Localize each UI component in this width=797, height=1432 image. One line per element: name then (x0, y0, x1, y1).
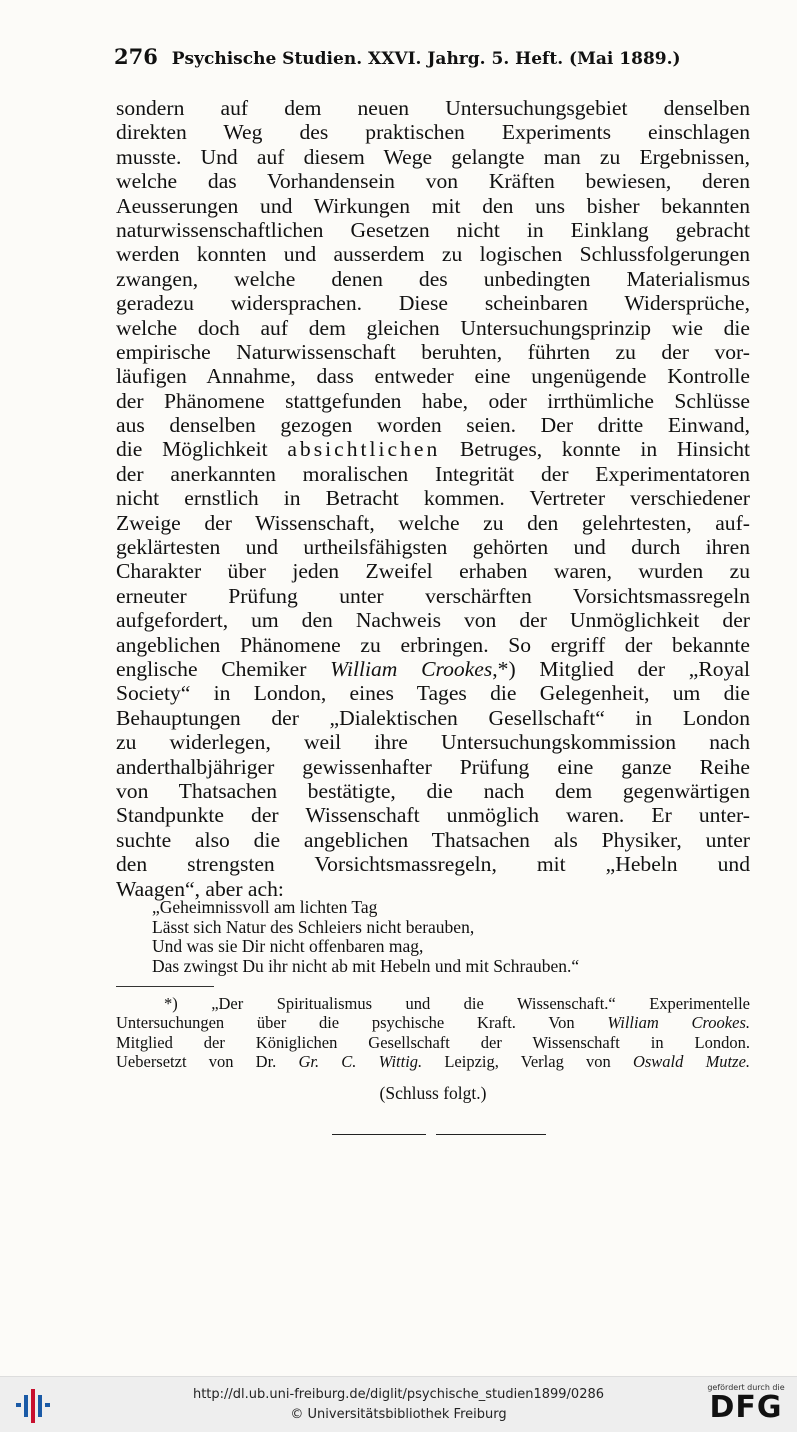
text-line: Behauptungen der „Dialektischen Gesellschaft“ in London (116, 705, 750, 730)
footnote (116, 994, 750, 1072)
text-line: geradezu widersprachen. Diese scheinbaren Widersprüche, (116, 291, 750, 316)
text-line: Society“ in London, eines Tages die Gelegenheit, um die (116, 681, 750, 706)
text-line: geklärtesten und urtheilsfähigsten gehörten und durch ihren (116, 535, 750, 560)
text-line: anderthalbjähriger gewissenhafter Prüfung eine ganze Reihe (116, 754, 750, 779)
poem-line: „Geheimnissvoll am lichten Tag (152, 897, 378, 917)
text-line: welche doch auf dem gleichen Untersuchungsprinzip wie die (116, 315, 750, 340)
text-line: Standpunkte der Wissenschaft unmöglich waren. Er unter- (116, 803, 750, 828)
text-line: läufigen Annahme, dass entweder eine ungenügende Kontrolle (116, 364, 750, 389)
author-name: William Crookes (330, 656, 493, 681)
viewer-footer-bar (0, 1376, 797, 1432)
text-line: welche das Vorhandensein von Kräften bewiesen, deren (116, 169, 750, 194)
text-line: nicht ernstlich in Betracht kommen. Vertreter verschiedener (116, 486, 750, 511)
end-rule-left (332, 1134, 426, 1135)
to-be-continued: (Schluss folgt.) (379, 1083, 487, 1103)
dfg-wordmark: DFG (709, 1390, 783, 1425)
footnote-line: Untersuchungen über die psychische Kraft. Von William Crookes. (116, 1013, 750, 1033)
text-line: englische Chemiker William Crookes,*) Mitglied der „Royal (116, 656, 750, 681)
poem-line: Das zwingst Du ihr nicht ab mit Hebeln und mit Schrauben.“ (152, 955, 580, 976)
text-line: aufgefordert, um den Nachweis von der Unmöglichkeit der (116, 608, 750, 633)
end-rule-right (436, 1134, 546, 1135)
text-line: angeblichen Phänomene zu erbringen. So ergriff der bekannte (116, 632, 750, 657)
running-title: Psychische Studien. XXVI. Jahrg. 5. Heft. (Mai 1889.) (171, 49, 681, 69)
dfg-tagline: gefördert durch die (707, 1383, 785, 1392)
text-line: der anerkannten moralischen Integrität der Experimentatoren (116, 461, 750, 486)
poem-line: Lässt sich Natur des Schleiers nicht berauben, (152, 916, 475, 937)
body-text (116, 96, 750, 901)
text-line: naturwissenschaftlichen Gesetzen nicht in Einklang gebracht (116, 217, 750, 242)
text-line: Charakter über jeden Zweifel erhaben waren, wurden zu (116, 559, 750, 584)
permalink-url[interactable]: http://dl.ub.uni-freiburg.de/diglit/psychische_studien1899/0286 (192, 1387, 605, 1402)
text-line: die Möglichkeit absichtlichen Betruges, konnte in Hinsicht (116, 437, 750, 462)
footnote-line: *) „Der Spiritualismus und die Wissenschaft.“ Experimentelle (164, 994, 750, 1013)
poem-line: Und was sie Dir nicht offenbaren mag, (152, 936, 424, 956)
running-header (114, 44, 754, 69)
page-number: 276 (114, 44, 158, 69)
text-line: Waagen“, aber ach: (116, 876, 284, 901)
text-line: Zweige der Wissenschaft, welche zu den gelehrtesten, auf- (116, 510, 750, 535)
text-line: aus denselben gezogen worden seien. Der dritte Einwand, (116, 413, 750, 438)
text-line: von Thatsachen bestätigte, die nach dem gegenwärtigen (116, 778, 750, 803)
text-line: erneuter Prüfung unter verschärften Vorsichtsmassregeln (116, 583, 750, 608)
text-line: suchte also die angeblichen Thatsachen als Physiker, unter (116, 827, 750, 852)
text-line: zwangen, welche denen des unbedingten Materialismus (116, 266, 750, 291)
emphasized-word: absichtlichen (287, 437, 441, 462)
text-line: zu widerlegen, weil ihre Untersuchungskommission nach (116, 730, 750, 755)
text-line: sondern auf dem neuen Untersuchungsgebiet denselben (116, 96, 750, 120)
text-line: direkten Weg des praktischen Experiments einschlagen (116, 120, 750, 145)
text-line: empirische Naturwissenschaft beruhten, führten zu der vor- (116, 339, 750, 364)
text-line: werden konnten und ausserdem zu logischen Schlussfolgerungen (116, 242, 750, 267)
text-line: der Phänomene stattgefunden habe, oder irrthümliche Schlüsse (116, 388, 750, 413)
copyright-notice: © Universitätsbibliothek Freiburg (290, 1407, 507, 1422)
text-line: den strengsten Vorsichtsmassregeln, mit „Hebeln und (116, 852, 750, 877)
dfg-logo[interactable] (705, 1383, 787, 1427)
footnote-line: Mitglied der Königlichen Gesellschaft der Wissenschaft in London. (116, 1032, 750, 1052)
footnote-separator (116, 986, 214, 987)
text-line: Aeusserungen und Wirkungen mit den uns bisher bekannten (116, 193, 750, 218)
footnote-line: Uebersetzt von Dr. Gr. C. Wittig. Leipzig, Verlag von Oswald Mutze. (116, 1052, 751, 1072)
poem-quote (152, 898, 752, 976)
text-line: musste. Und auf diesem Wege gelangte man zu Ergebnissen, (116, 144, 750, 169)
